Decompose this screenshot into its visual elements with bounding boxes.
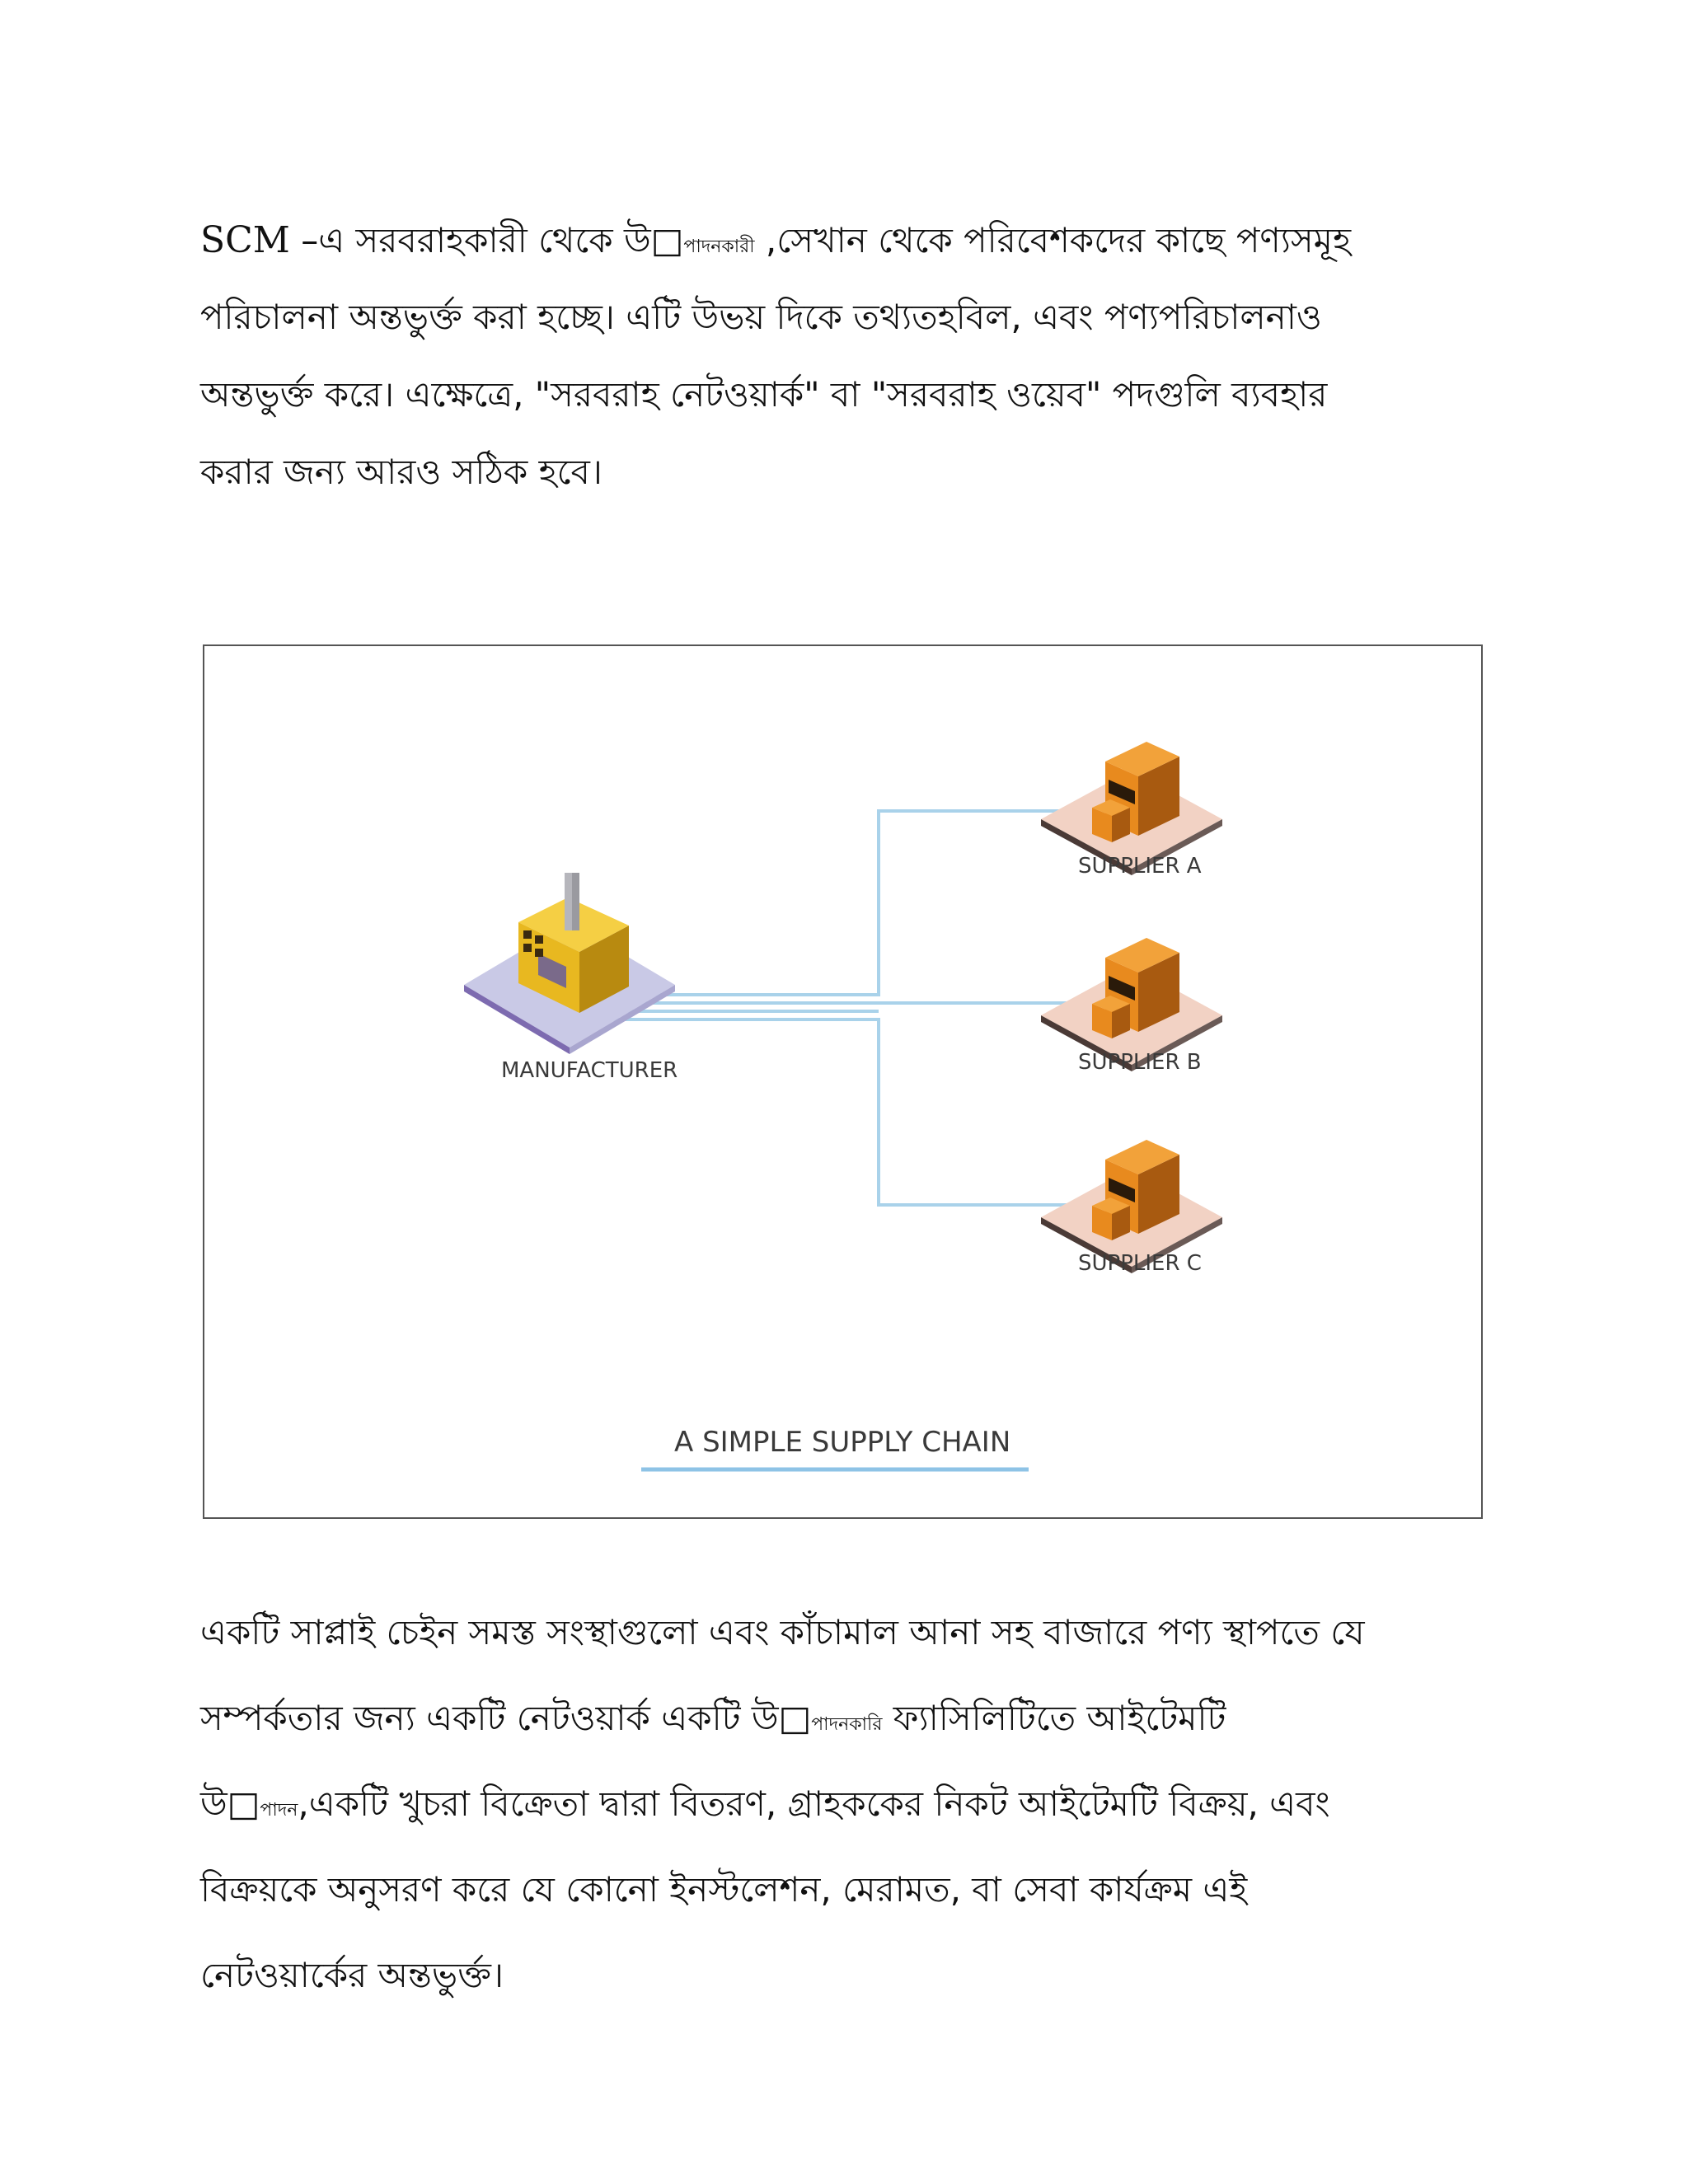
connection-lines (600, 811, 1076, 1205)
missing-glyph: □ (650, 220, 684, 260)
supplier-c-label: SUPPLIER C (1078, 1251, 1202, 1276)
definition-line-3: উ□পাদন,একটি খুচরা বিক্রেতা দ্বারা বিতরণ, গ্রাহককের নিকট আইটেমটি বিক্রয়, এবং (200, 1783, 1330, 1824)
definition-line-2: সম্পর্কতার জন্য একটি নেটওয়ার্ক একটি উ□পাদনকারি ফ্যাসিলিটিতে আইটেমটি (200, 1698, 1226, 1738)
intro-line-4: করার জন্য আরও সঠিক হবে। (200, 452, 603, 492)
definition-line-5: নেটওয়ার্কের অন্তভুর্ক্ত। (200, 1955, 504, 1995)
missing-glyph: □ (227, 1783, 260, 1824)
supply-chain-diagram (203, 644, 1483, 1519)
diagram-title: A SIMPLE SUPPLY CHAIN (674, 1426, 1011, 1459)
intro-line-3: অন্তভুর্ক্ত করে। এক্ষেত্রে, "সরবরাহ নেটওয়ার্ক" বা "সরবরাহ ওয়েব" পদগুলি ব্যবহার (200, 374, 1328, 415)
supplier-b-label: SUPPLIER B (1078, 1050, 1202, 1075)
scm-acronym: SCM (200, 219, 290, 261)
diagram-canvas (204, 646, 1484, 1521)
missing-glyph: □ (778, 1698, 812, 1738)
connector-supplier-c (608, 1019, 1076, 1205)
definition-line-1: একটি সাপ্লাই চেইন সমস্ত সংস্থাগুলো এবং কাঁচামাল আনা সহ বাজারে পণ্য স্থাপতে যে (200, 1612, 1365, 1652)
supplier-a-label: SUPPLIER A (1078, 854, 1202, 879)
manufacturer-label: MANUFACTURER (501, 1058, 678, 1083)
intro-line-2: পরিচালনা অন্তভুর্ক্ত করা হচ্ছে। এটি উভয় দিকে তথ্যতহবিল, এবং পণ্যপরিচালনাও (200, 297, 1322, 337)
definition-line-4: বিক্রয়কে অনুসরণ করে যে কোনো ইনস্টলেশন, মেরামত, বা সেবা কার্যক্রম এই (200, 1869, 1248, 1910)
connector-supplier-a (600, 811, 1076, 995)
manufacturer-icon (464, 873, 675, 1054)
intro-line-1: SCM –এ সরবরাহকারী থেকে উ□পাদনকারী ,সেখান থেকে পরিবেশকদের কাছে পণ্যসমূহ (200, 219, 1352, 261)
